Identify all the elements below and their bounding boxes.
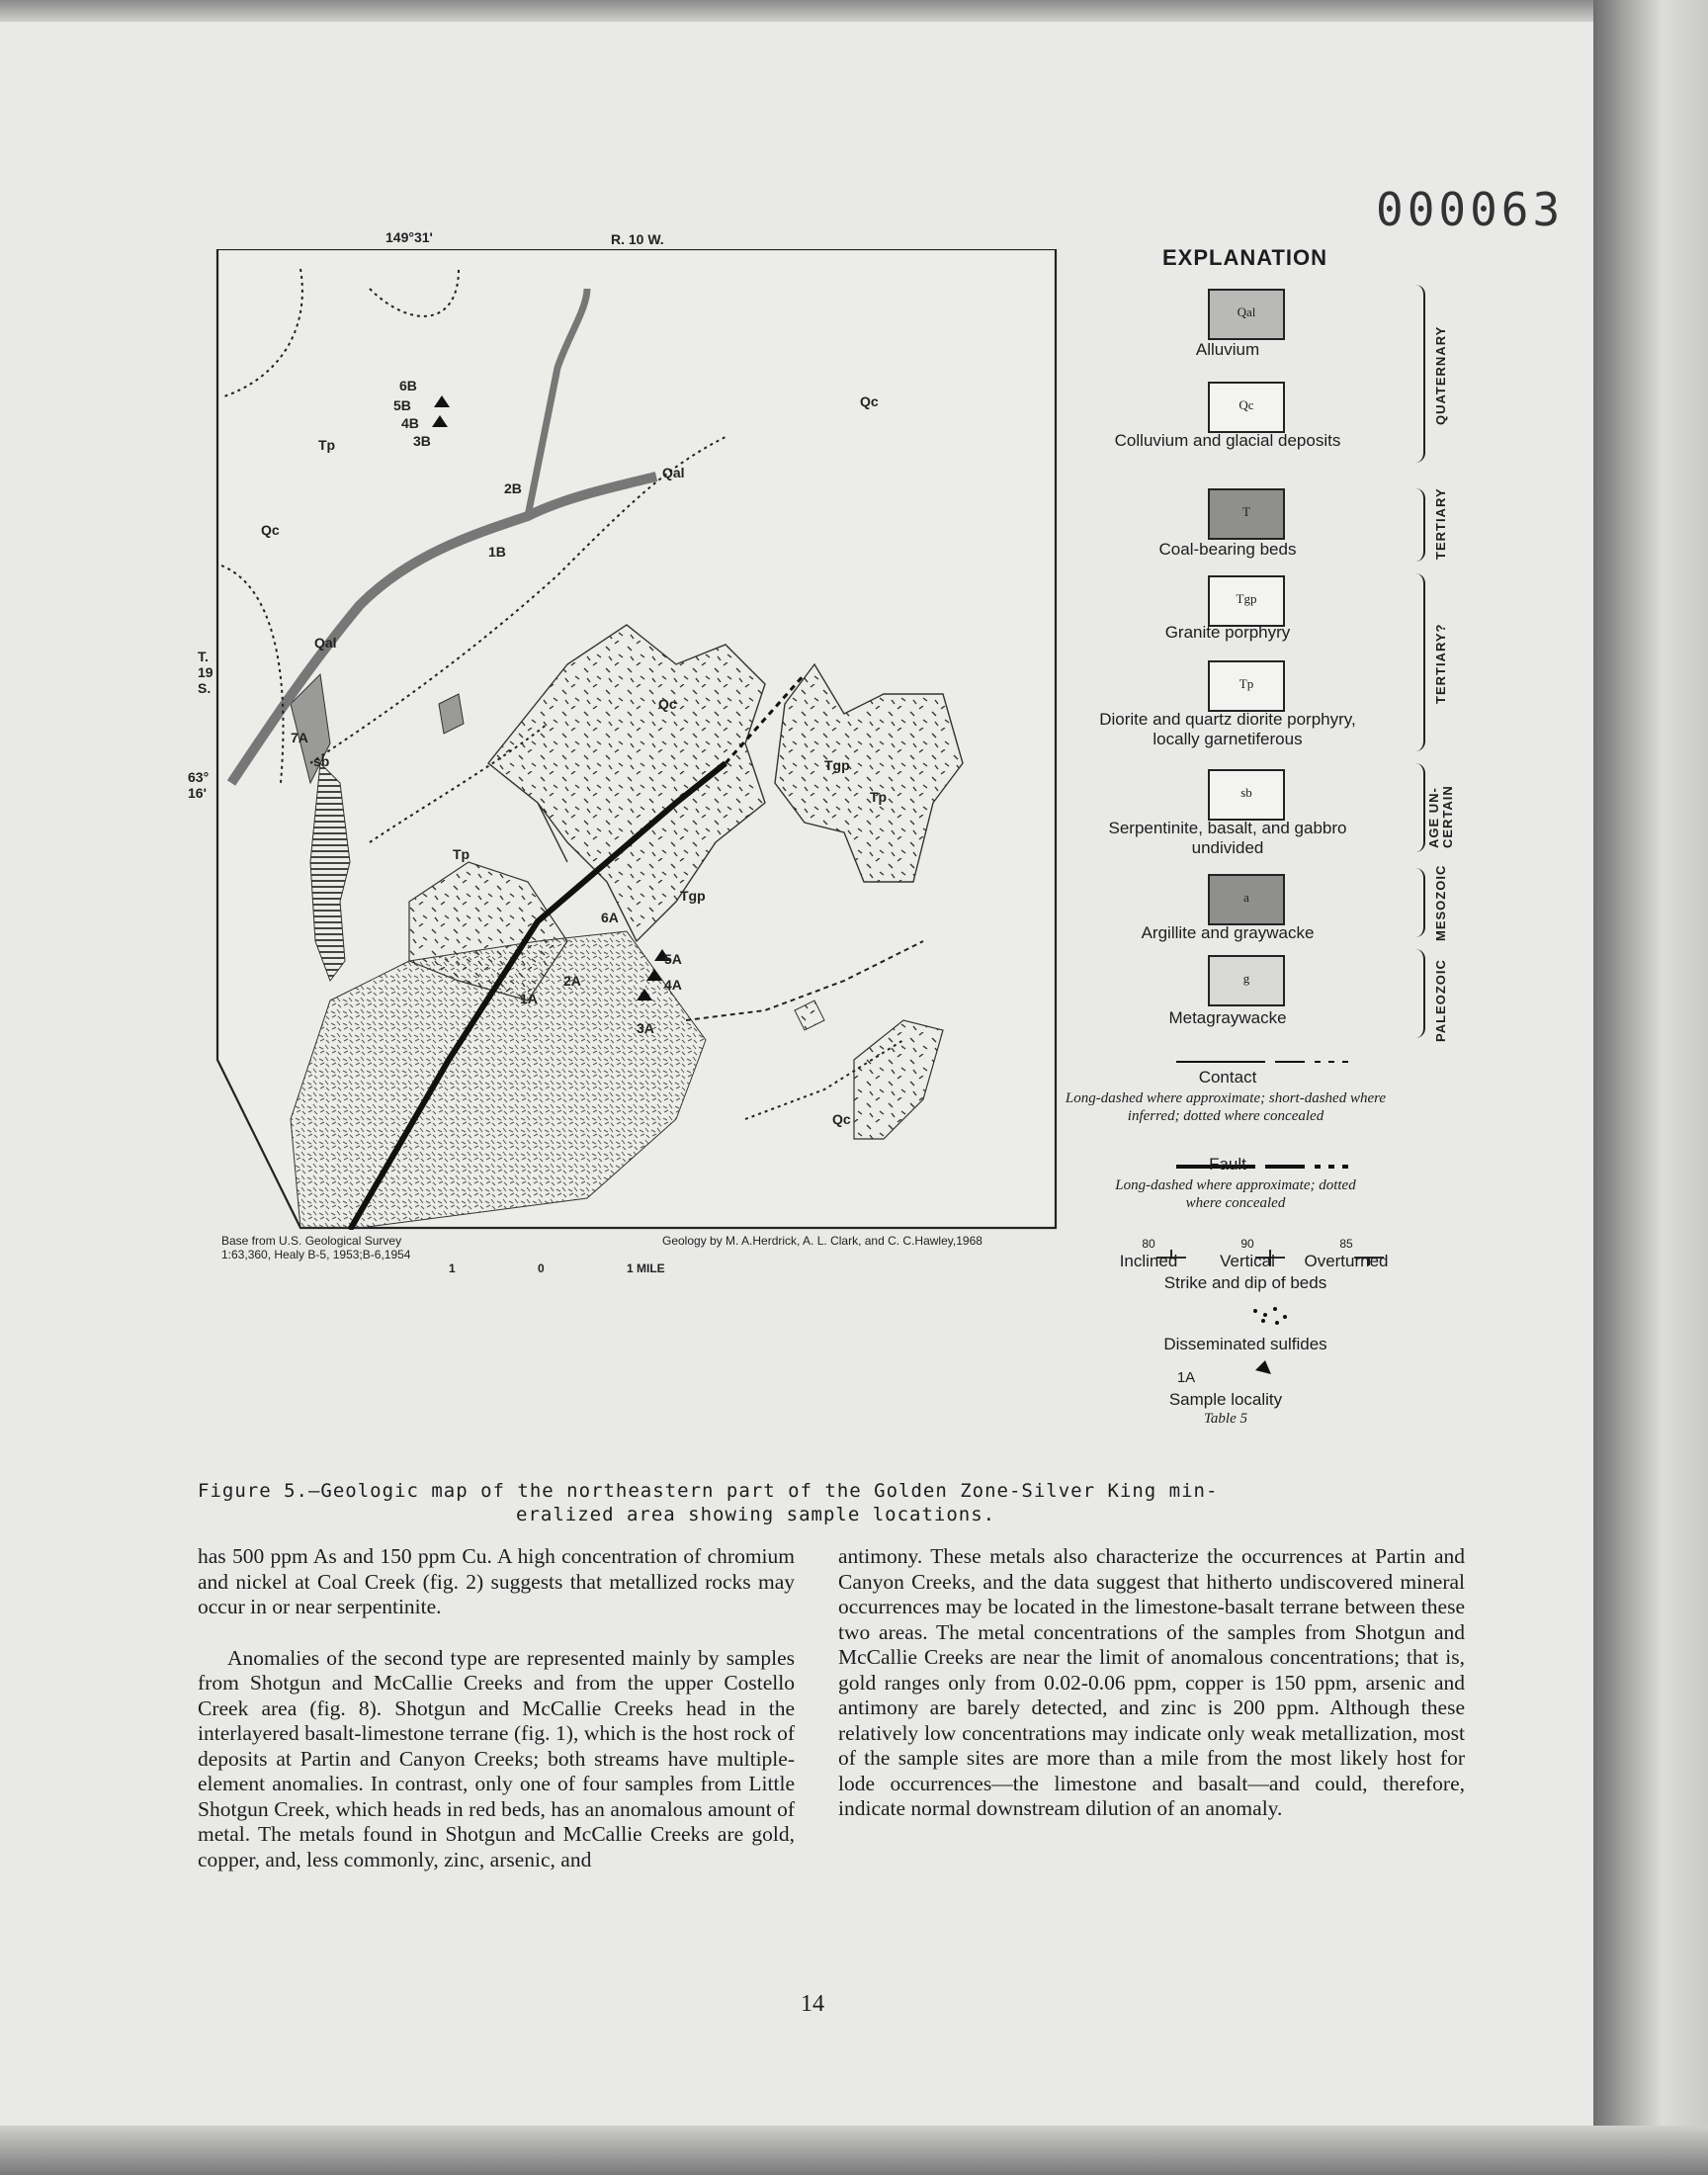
legend-dip-title: Strike and dip of beds [1163, 1273, 1327, 1292]
swatch-metagraywacke: g [1208, 955, 1285, 1006]
legend-contact-note: Long-dashed where approximate; short-dashed where inferred; dotted where concealed [1065, 1090, 1387, 1124]
sample-label: 5A [664, 951, 682, 967]
legend-colluvium: Colluvium and glacial deposits [1114, 431, 1341, 450]
geologic-map [188, 229, 1058, 1275]
scale-right: 1 MILE [627, 1262, 665, 1275]
scan-edge-right [1593, 0, 1708, 2175]
swatch-coal: T [1208, 488, 1285, 540]
dip-value: 80 [1142, 1237, 1155, 1251]
scan-edge-bottom [0, 2126, 1708, 2175]
sample-symbol-label: 1A [1176, 1369, 1196, 1386]
unit-label-sb: sb [313, 753, 330, 769]
unit-label-qc: Qc [261, 522, 280, 538]
sample-label: 2B [504, 480, 522, 496]
legend-sulfides: Disseminated sulfides [1163, 1335, 1327, 1353]
scan-edge-top [0, 0, 1708, 22]
paragraph: Anomalies of the second type are represented mainly by samples from Shotgun and McCallie Creeks and from the upper Costello Creek area (fig. 8). Shotgun and McCallie Creeks head in the interlayered basalt-limestone terrane (fig. 1), which is the host rock of deposits at Partin and Canyon Creeks; both streams have multiple-element anomalies. In contrast, only one of four samples from Little Shotgun Creek, which heads in red beds, has an anomalous amount of metal. The metals found in Shotgun and McCallie Creeks are gold, copper, and, less commonly, zinc, arsenic, and [198, 1645, 795, 1871]
sample-label: 3B [413, 433, 431, 449]
swatch-granite: Tgp [1208, 575, 1285, 627]
text-column-right [838, 1544, 1465, 1848]
legend-argillite: Argillite and graywacke [1141, 923, 1315, 942]
paragraph: antimony. These metals also characterize the occurrences at Partin and Canyon Creeks, and the data suggest that hitherto undiscovered mineral occurrences may be located in the limestone-basalt terrane between these two areas. The metal concentrations of the samples from Shotgun and McCallie Creeks are near the limit of anomalous concentrations; that is, gold ranges only from 0.02-0.06 ppm, copper is 150 ppm, arsenic and antimony are barely detected, and zinc is 200 ppm. Although these relatively low concentrations may indicate only weak metallization, most of the sample sites are more than a mile from the most likely host for lode occurrences—the limestone and basalt—and could, therefore, indicate normal downstream dilution of an anomaly. [838, 1544, 1465, 1820]
legend-metagraywacke: Metagraywacke [1168, 1008, 1287, 1027]
unit-label-tgp: Tgp [824, 757, 850, 773]
geology-credit: Geology by M. A.Herdrick, A. L. Clark, and C. C.Hawley,1968 [662, 1234, 982, 1248]
age-bracket [1413, 488, 1425, 562]
legend-alluvium: Alluvium [1195, 340, 1260, 359]
swatch-diorite: Tp [1208, 660, 1285, 712]
scale-left: 1 [449, 1262, 456, 1275]
caption-line-2: eralized area showing sample locations. [516, 1504, 996, 1525]
swatch-serpentinite: sb [1208, 769, 1285, 821]
dip-value: 90 [1240, 1237, 1254, 1251]
legend-serpentinite: Serpentinite, basalt, and gabbro undivided [1108, 819, 1347, 857]
legend-inclined: Inclined [1119, 1252, 1178, 1270]
legend-contact: Contact [1198, 1068, 1257, 1087]
sample-label: 5B [393, 397, 411, 413]
latitude-label: 63° 16' [188, 769, 210, 801]
caption-line-1: Figure 5.—Geologic map of the northeastern part of the Golden Zone-Silver King min- [198, 1480, 1219, 1502]
scale-mid: 0 [538, 1262, 545, 1275]
unit-label-tp: Tp [870, 789, 888, 805]
sample-label: 4B [401, 415, 419, 431]
stamp-number: 000063 [1376, 183, 1565, 236]
legend-coal: Coal-bearing beds [1158, 540, 1297, 559]
age-mesozoic: MESOZOIC [1433, 864, 1448, 941]
sample-label: 4A [664, 977, 682, 993]
legend-sample: Sample locality [1168, 1390, 1283, 1409]
swatch-argillite: a [1208, 874, 1285, 925]
age-tertiary-q: TERTIARY? [1433, 623, 1448, 704]
paragraph: has 500 ppm As and 150 ppm Cu. A high concentration of chromium and nickel at Coal Creek (fig. 2) suggests that metallized rocks may occur in or near serpentinite. [198, 1544, 795, 1618]
unit-label-tp: Tp [318, 437, 336, 453]
unit-label-qc: Qc [860, 393, 879, 409]
legend-fault-note: Long-dashed where approximate; dotted where concealed [1115, 1177, 1356, 1211]
map-drawing [212, 249, 1058, 1230]
sample-label: 7A [291, 730, 308, 745]
age-bracket [1413, 285, 1425, 463]
swatch-colluvium: Qc [1208, 382, 1285, 433]
unit-label-tp: Tp [453, 846, 470, 862]
age-bracket [1413, 763, 1425, 852]
unit-label-qc: Qc [658, 696, 677, 712]
legend-granite: Granite porphyry [1164, 623, 1291, 642]
legend-vertical: Vertical [1220, 1252, 1275, 1270]
dip-value: 85 [1339, 1237, 1353, 1251]
legend-fault: Fault [1209, 1155, 1246, 1174]
sample-label: 6B [399, 378, 417, 393]
age-bracket [1413, 949, 1425, 1038]
township-label: T. 19 S. [198, 649, 214, 696]
legend-sample-note: Table 5 [1203, 1411, 1248, 1427]
sample-label: 2A [563, 973, 581, 989]
age-tertiary: TERTIARY [1433, 487, 1448, 560]
unit-label-qc: Qc [832, 1111, 851, 1127]
unit-label-qal: Qal [314, 635, 337, 651]
base-credit: Base from U.S. Geological Survey 1:63,360, Healy B-5, 1953;B-6,1954 [221, 1234, 411, 1262]
sample-label: 1B [488, 544, 506, 560]
sample-label: 6A [601, 910, 619, 925]
text-column-left [198, 1544, 795, 1898]
figure-caption [198, 1479, 1384, 1526]
age-uncertain: AGE UN- CERTAIN [1426, 785, 1455, 848]
age-bracket [1413, 573, 1425, 751]
legend-overturned: Overturned [1304, 1252, 1389, 1270]
legend-title: EXPLANATION [1162, 245, 1328, 270]
sample-label: 3A [637, 1020, 654, 1036]
sample-label: 1A [520, 991, 538, 1006]
longitude-label: 149°31' [385, 229, 433, 245]
age-paleozoic: PALEOZOIC [1433, 959, 1448, 1042]
swatch-alluvium: Qal [1208, 289, 1285, 340]
unit-label-qal: Qal [662, 465, 685, 480]
legend-diorite: Diorite and quartz diorite porphyry, locally garnetiferous [1099, 710, 1356, 748]
age-quaternary: QUATERNARY [1433, 325, 1448, 425]
unit-label-tgp: Tgp [680, 888, 706, 904]
age-bracket [1413, 868, 1425, 937]
range-label: R. 10 W. [611, 231, 664, 247]
page-folio: 14 [801, 1991, 824, 2017]
